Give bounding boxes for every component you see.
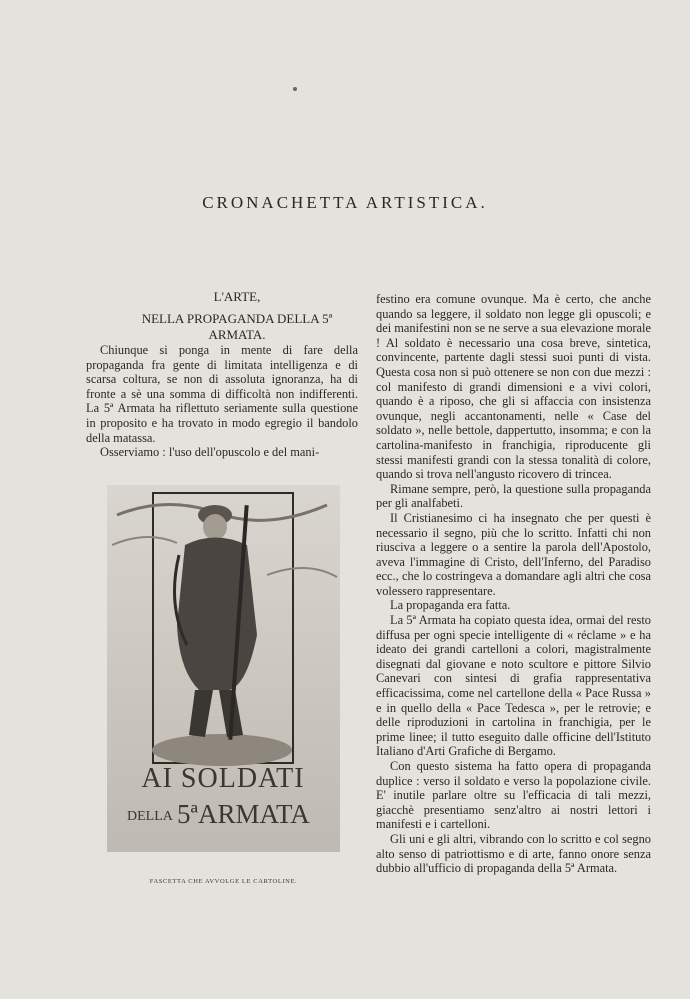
soldier-poster-image xyxy=(107,485,340,852)
ground-rock xyxy=(152,734,292,766)
page-title: CRONACHETTA ARTISTICA. xyxy=(202,193,488,212)
paragraph: Osserviamo : l'uso dell'opuscolo e del mani- xyxy=(100,445,320,460)
article-subtitle-2: NELLA PROPAGANDA DELLA 5ª ARMATA. xyxy=(141,311,333,342)
paragraph: festino era comune ovunque. Ma è certo, che anche quando sa leggere, il soldato non legge gli opuscoli; e dei manifestini non se ne serve a sua elevazione morale ! Al soldato è necessario una cosa breve, sintetica, convincente, partente dagli stessi suoi punti di vista. Questa cosa non si può ottenere se non con due mezzi : col manifesto di grandi dimensioni e a vivi colori, quando è a riposo, che gli si affaccia con insistenza ovunque, negli accantonamenti, nelle « Case del soldato », nelle bettole, dappertutto, insomma; e con la cartolina-manifesto in franchigia, riproducente gli stessi manifesti grandi con la stessa tonalità di colore, quando si trova nell'angusto ricovero di trincea. xyxy=(376,292,651,482)
poster-headline: AI SOLDATI xyxy=(141,763,305,794)
paragraph: Rimane sempre, però, la questione sulla propaganda per gli analfabeti. xyxy=(376,481,651,511)
left-column xyxy=(86,343,358,460)
paragraph: La 5ª Armata ha copiato questa idea, ormai del resto diffusa per ogni specie intelligente di « réclame » e ha ideato dei grandi cartelloni a colori, magistralmente disegnati dal giovane e noto scultore e pittore Silvio Canevari con sintesi di grafia rappresentativa efficacissima, come nel cartellone della « Pace Russa » e in quello della « Pace Tedesca », per le retrovie; e delle riproduzioni in cartolina in franchigia, per le prime linee; il tutto eseguito dalle officine dell'Istituto Italiano d'Arti Grafiche di Bergamo. xyxy=(376,613,651,759)
paragraph: La propaganda era fatta. xyxy=(390,598,511,613)
paragraph: Con questo sistema ha fatto opera di propaganda duplice : verso il soldato e verso la popolazione civile. E' inutile parlare oltre su l'efficacia di tali mezzi, giacchè presentiamo senz'altro ai nostri lettori i manifesti e i cartelloni. xyxy=(376,759,651,832)
figure-caption: FASCETTA CHE AVVOLGE LE CARTOLINE. xyxy=(149,878,298,885)
right-column xyxy=(376,292,651,876)
article-subtitle-1: L'ARTE, xyxy=(213,289,261,304)
poster-line-right: 5ªARMATA xyxy=(177,799,310,829)
paragraph: Chiunque si ponga in mente di fare della propaganda fra gente di limitata intelligenza e di scarsa coltura, se non di assoluta ignoranza, ha di fronte a sè una somma di difficoltà non indifferenti. La 5ª Armata ha riflettuto seriamente sulla questione in proposito e ha trovato in modo egregio il bandolo della matassa. xyxy=(86,343,358,445)
paragraph: Il Cristianesimo ci ha insegnato che per questi è necessario il segno, più che lo scritto. Infatti chi non riusciva a leggere o a sentire la parola dell'Apostolo, aveva l'immagine di Cristo, dell'Inferno, del Paradiso ecc., che lo costringeva a domandare agli altri che cosa volessero rappresentare. xyxy=(376,510,651,598)
print-speck xyxy=(293,87,297,91)
paragraph: Gli uni e gli altri, vibrando con lo scritto e col segno alto senso di patriottismo e di arte, fanno onore senza dubbio all'ufficio di propaganda della 5ª Armata. xyxy=(376,831,651,876)
poster-illustration xyxy=(107,485,340,852)
poster-line-left: DELLA xyxy=(127,809,173,824)
